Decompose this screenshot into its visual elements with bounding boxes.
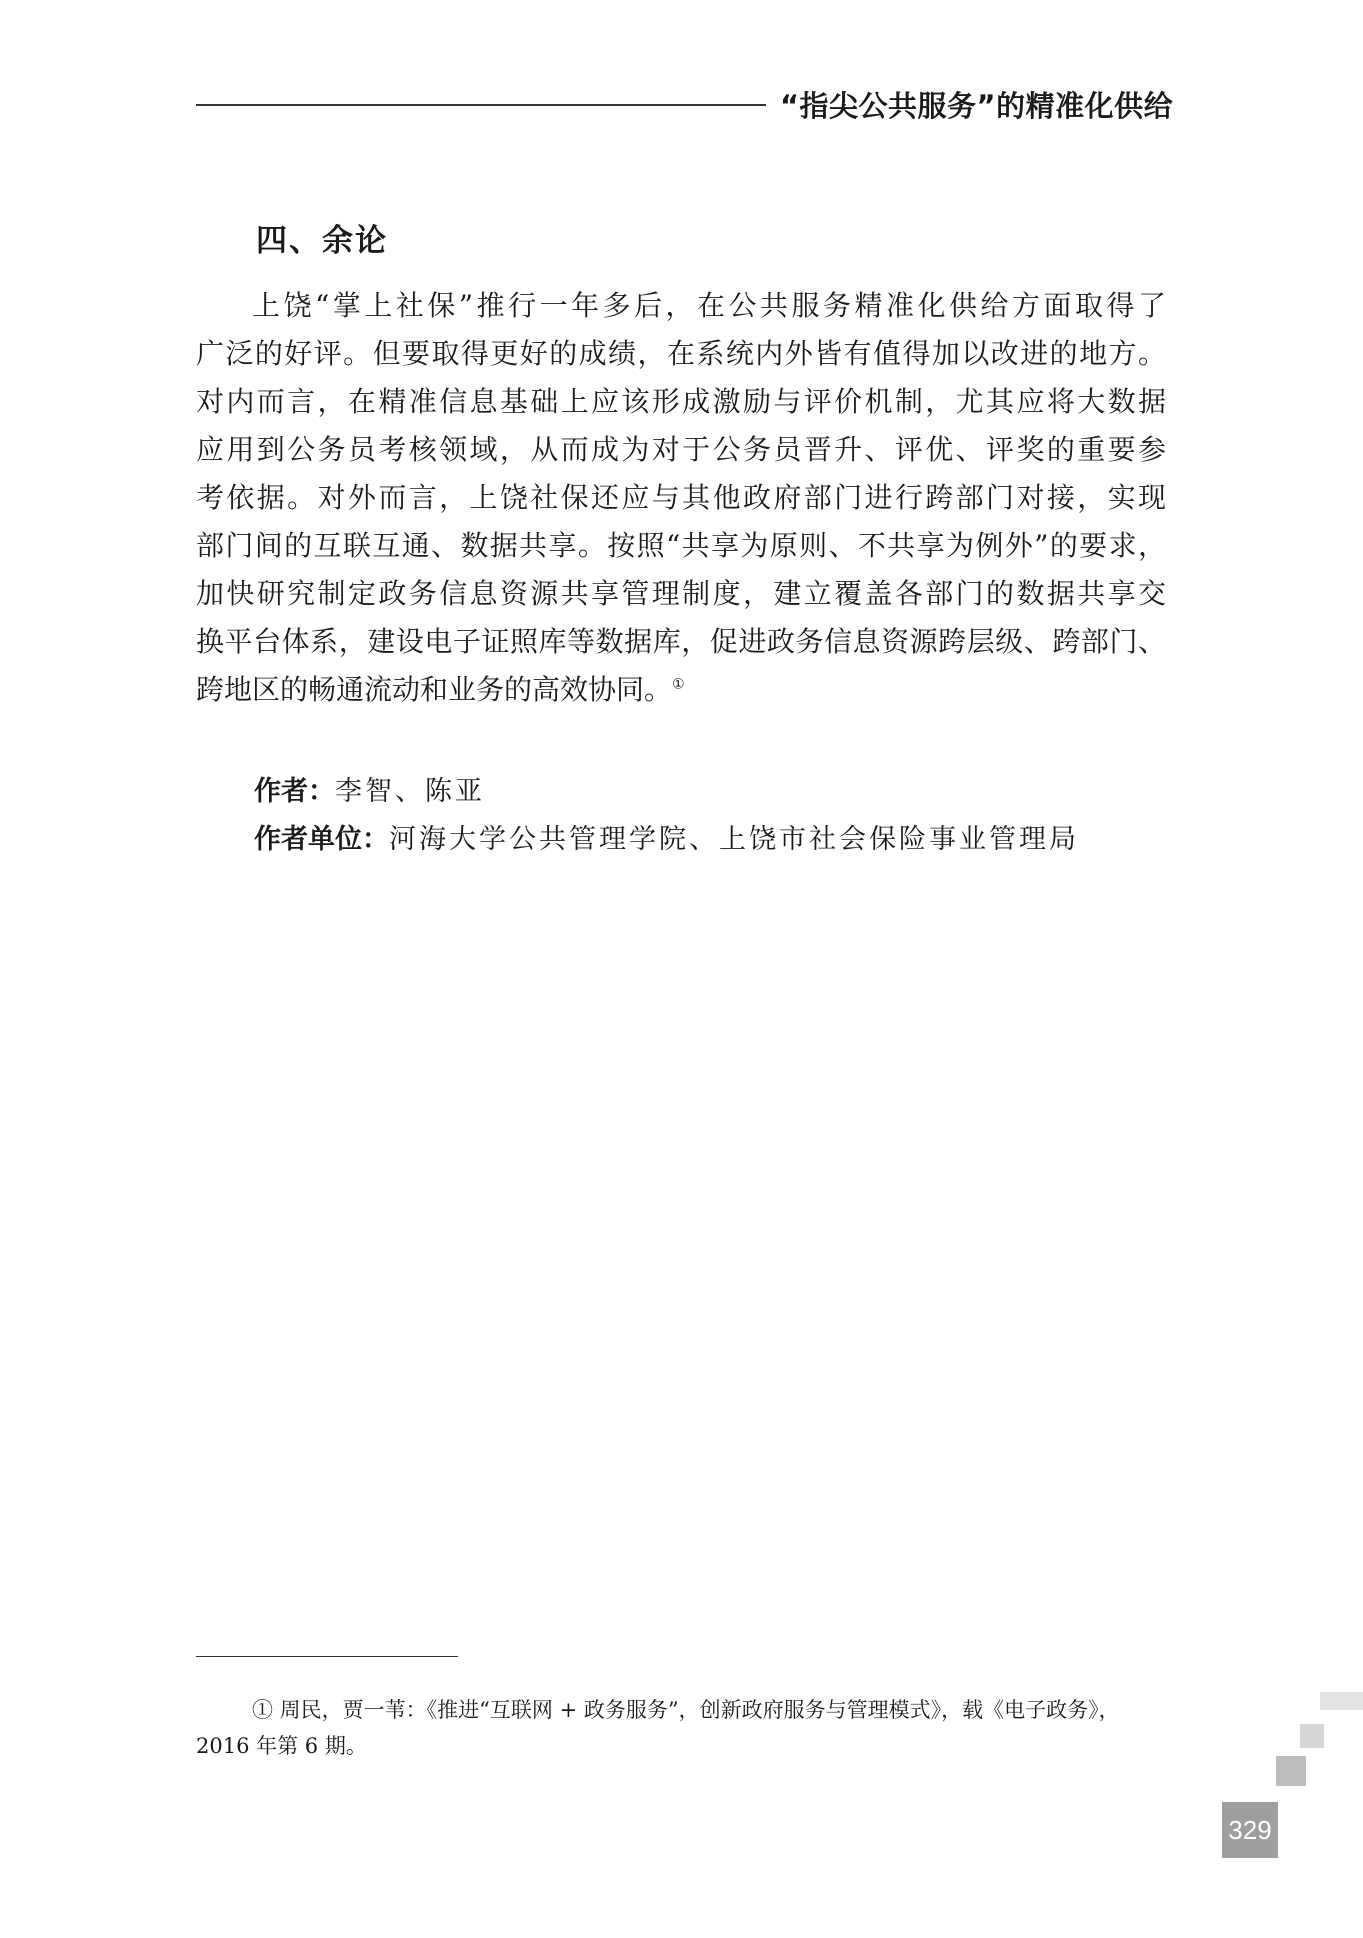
- body-line: 上饶“掌上社保”推行一年多后，在公共服务精准化供给方面取得了: [252, 289, 1166, 322]
- body-line: 加快研究制定政务信息资源共享管理制度，建立覆盖各部门的数据共享交: [196, 577, 1166, 610]
- body-line: 考依据。对外而言，上饶社保还应与其他政府部门进行跨部门对接，实现: [196, 481, 1166, 514]
- author-names: 李智、陈亚: [335, 776, 485, 807]
- body-line: 对内而言，在精准信息基础上应该形成激励与评价机制，尤其应将大数据: [196, 385, 1166, 418]
- body-line: 广泛的好评。但要取得更好的成绩，在系统内外皆有值得加以改进的地方。: [196, 337, 1166, 370]
- author-label: 作者：: [254, 776, 335, 807]
- affiliation-names: 河海大学公共管理学院、上饶市社会保险事业管理局: [389, 824, 1079, 855]
- footnote-reference[interactable]: ①: [672, 676, 685, 693]
- section-heading: 四、余论: [256, 223, 388, 259]
- body-line: 换平台体系，建设电子证照库等数据库，促进政务信息资源跨层级、跨部门、: [196, 625, 1166, 658]
- page-number: 329: [1222, 1802, 1278, 1858]
- footnote-line: ① 周民，贾一苇：《推进“互联网 + 政务服务”，创新政府服务与管理模式》，载《电子政务》，: [252, 1698, 1120, 1722]
- header-rule: [196, 104, 766, 106]
- affiliation-row: [254, 816, 1079, 864]
- body-line-last: [196, 666, 1166, 714]
- affiliation-label: 作者单位：: [254, 824, 389, 855]
- footnote-line: 2016 年第 6 期。: [196, 1734, 367, 1758]
- body-line-text: 跨地区的畅通流动和业务的高效协同。: [196, 673, 673, 706]
- body-line: 部门间的互联互通、数据共享。按照“共享为原则、不共享为例外”的要求，: [196, 529, 1166, 562]
- body-line: 应用到公务员考核领域，从而成为对于公务员晋升、评优、评奖的重要参: [196, 433, 1166, 466]
- body-paragraph: [196, 282, 1166, 714]
- decorative-square: [1276, 1756, 1306, 1786]
- footnote-rule: [196, 1656, 458, 1657]
- footnote: [196, 1692, 1166, 1764]
- decorative-square: [1300, 1724, 1324, 1748]
- author-row: [254, 768, 1079, 816]
- author-block: [254, 768, 1079, 864]
- running-header-title: “指尖公共服务”的精准化供给: [780, 89, 1174, 123]
- decorative-square: [1320, 1692, 1363, 1710]
